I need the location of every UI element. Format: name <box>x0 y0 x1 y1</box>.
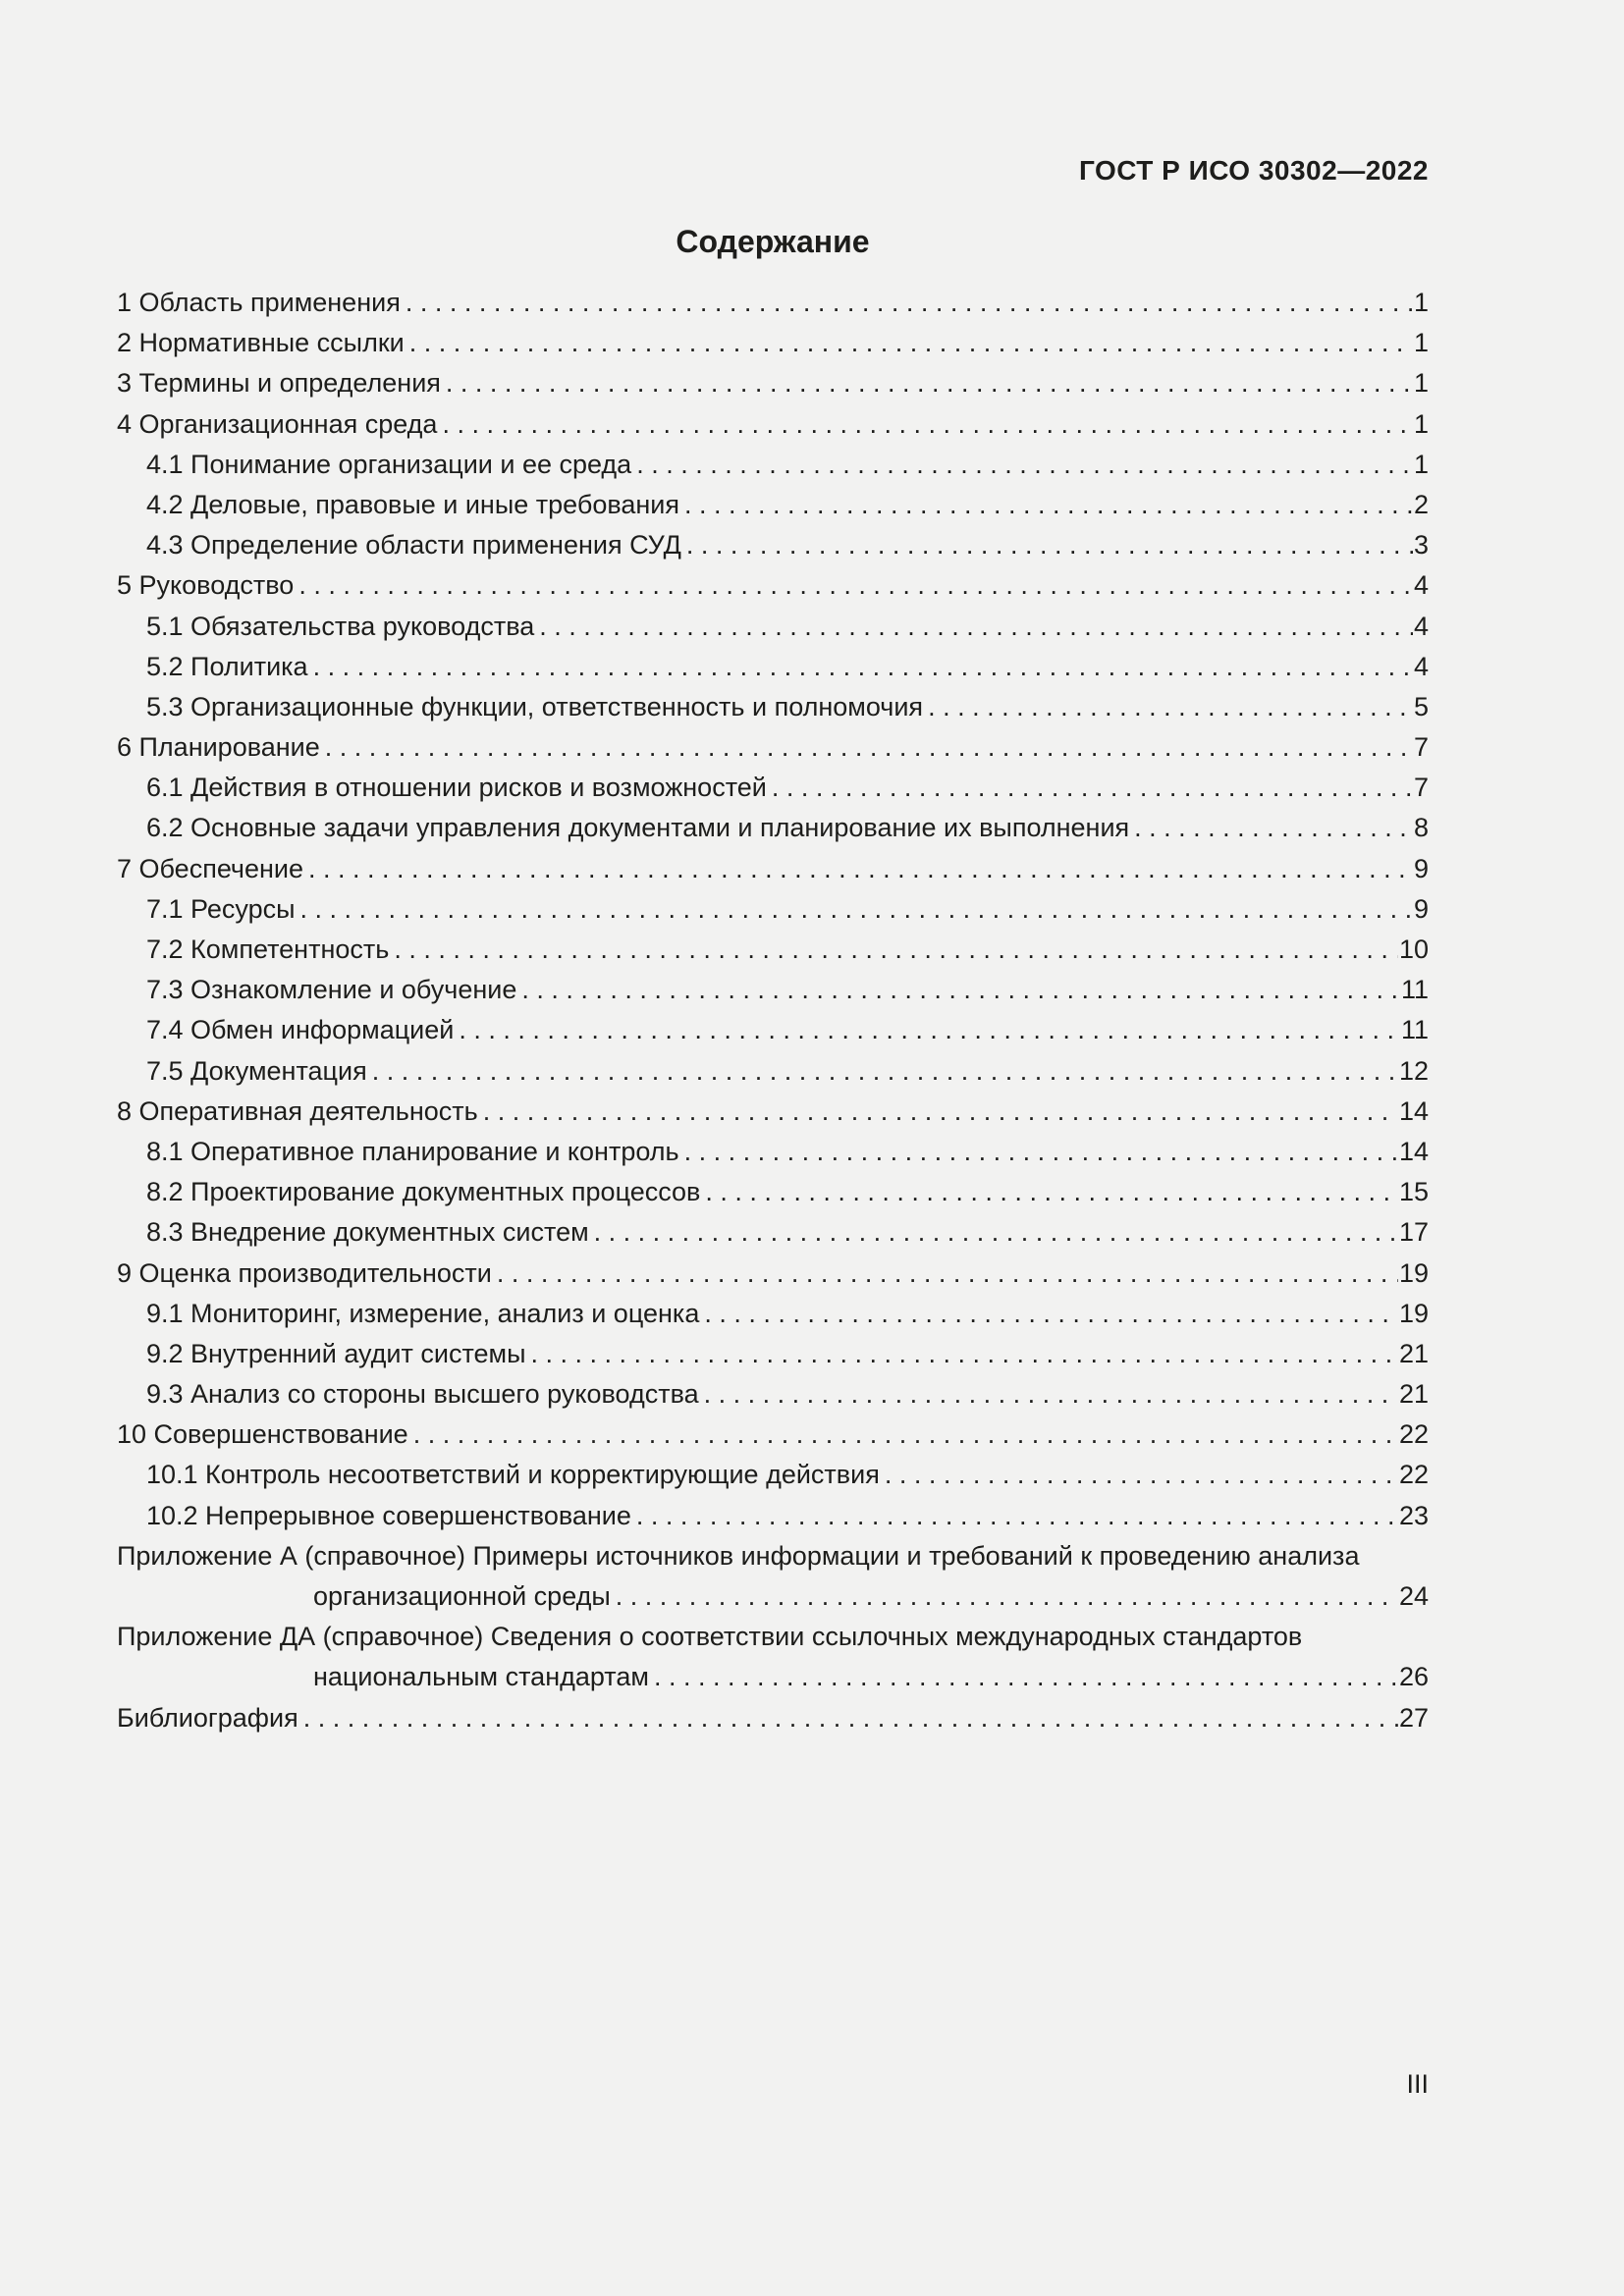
toc-dot-leader <box>704 1294 1398 1334</box>
toc-row <box>117 1536 1429 1576</box>
toc-dot-leader <box>636 445 1413 485</box>
toc-page-number: 24 <box>1398 1581 1429 1611</box>
toc-page-number: 8 <box>1413 813 1429 843</box>
toc-entry-label: 7 Обеспечение <box>117 853 304 883</box>
toc-row <box>117 1334 1429 1374</box>
toc-dot-leader <box>1134 808 1413 848</box>
toc-entry-label: организационной среды <box>313 1581 611 1611</box>
toc-page-number: 4 <box>1413 611 1429 641</box>
toc-row <box>117 1010 1429 1050</box>
toc-row <box>117 727 1429 768</box>
toc-entry-label: 8.3 Внедрение документных систем <box>146 1217 589 1248</box>
toc-row <box>117 768 1429 808</box>
toc-dot-leader <box>531 1334 1398 1374</box>
toc-entry-label: 9.2 Внутренний аудит системы <box>146 1338 526 1368</box>
toc-row <box>117 1617 1429 1657</box>
toc-entry-label: 7.1 Ресурсы <box>146 893 296 924</box>
toc-dot-leader <box>413 1415 1398 1455</box>
toc-page-number: 19 <box>1398 1257 1429 1288</box>
toc-dot-leader <box>928 687 1413 727</box>
toc-page-number: 12 <box>1398 1055 1429 1086</box>
toc-entry-label: 10.2 Непрерывное совершенствование <box>146 1500 631 1530</box>
toc-dot-leader <box>325 727 1413 768</box>
toc-row <box>117 687 1429 727</box>
toc-entry-label: 6 Планирование <box>117 732 320 763</box>
toc-page-number: 7 <box>1413 773 1429 803</box>
toc-row <box>117 323 1429 363</box>
toc-entry-label: 5.2 Политика <box>146 651 308 681</box>
toc-dot-leader <box>483 1092 1398 1132</box>
toc-dot-leader <box>684 485 1413 525</box>
toc-row <box>117 1698 1429 1738</box>
toc-page-number: 11 <box>1400 975 1429 1005</box>
toc-entry-label: Приложение А (справочное) Примеры источников информации и требований к проведению анализа <box>117 1540 1360 1571</box>
toc-dot-leader <box>594 1212 1398 1253</box>
toc-entry-label: 8.2 Проектирование документных процессов <box>146 1177 701 1207</box>
toc-entry-label: 10 Совершенствование <box>117 1419 408 1450</box>
toc-row <box>117 1132 1429 1172</box>
toc-entry-label: 6.1 Действия в отношении рисков и возможностей <box>146 773 767 803</box>
toc-dot-leader <box>459 1010 1400 1050</box>
toc-entry-label: 4.3 Определение области применения СУД <box>146 530 681 561</box>
toc-dot-leader <box>636 1496 1398 1536</box>
toc-page-number: 9 <box>1413 893 1429 924</box>
toc-entry-label: 5.3 Организационные функции, ответственность и полномочия <box>146 691 924 721</box>
toc-entry-label: 8 Оперативная деятельность <box>117 1095 478 1126</box>
toc-page-number: 21 <box>1398 1379 1429 1410</box>
toc-dot-leader <box>686 525 1413 565</box>
toc-row <box>117 647 1429 687</box>
toc-page-number: 1 <box>1413 449 1429 479</box>
toc-page-number: 1 <box>1413 328 1429 358</box>
toc-entry-label: 7.3 Ознакомление и обучение <box>146 975 517 1005</box>
toc-entry-label: 7.2 Компетентность <box>146 934 390 964</box>
toc-row <box>117 970 1429 1010</box>
toc-page-number: 22 <box>1398 1460 1429 1490</box>
toc-entry-label: 3 Термины и определения <box>117 368 441 399</box>
toc-entry-label: 10.1 Контроль несоответствий и корректирующие действия <box>146 1460 880 1490</box>
footer-page-number: III <box>1406 2069 1429 2099</box>
toc-entry-label: 5 Руководство <box>117 570 295 601</box>
toc-dot-leader <box>409 323 1413 363</box>
toc-row <box>117 889 1429 930</box>
standard-designation: ГОСТ Р ИСО 30302—2022 <box>1078 155 1429 186</box>
table-of-contents <box>117 283 1429 1738</box>
toc-entry-label: 2 Нормативные ссылки <box>117 328 405 358</box>
toc-dot-leader <box>539 607 1413 647</box>
toc-page-number: 23 <box>1398 1500 1429 1530</box>
toc-dot-leader <box>684 1132 1398 1172</box>
toc-dot-leader <box>521 970 1400 1010</box>
toc-row <box>117 1415 1429 1455</box>
toc-page-number: 3 <box>1413 530 1429 561</box>
toc-dot-leader <box>394 930 1398 970</box>
toc-page-number: 21 <box>1398 1338 1429 1368</box>
toc-page-number: 7 <box>1413 732 1429 763</box>
toc-row <box>117 1254 1429 1294</box>
toc-entry-label: 9.3 Анализ со стороны высшего руководства <box>146 1379 699 1410</box>
toc-dot-leader <box>406 283 1413 323</box>
toc-page-number: 27 <box>1398 1702 1429 1733</box>
toc-entry-label: 8.1 Оперативное планирование и контроль <box>146 1136 679 1166</box>
toc-row <box>117 283 1429 323</box>
toc-page-number: 26 <box>1398 1662 1429 1692</box>
toc-entry-label: Библиография <box>117 1702 298 1733</box>
toc-row <box>117 1092 1429 1132</box>
toc-row <box>117 1172 1429 1212</box>
toc-row <box>117 525 1429 565</box>
toc-dot-leader <box>303 1698 1398 1738</box>
toc-entry-label: 7.5 Документация <box>146 1055 367 1086</box>
toc-row <box>117 849 1429 889</box>
toc-entry-label: 7.4 Обмен информацией <box>146 1015 455 1045</box>
toc-row <box>117 565 1429 606</box>
toc-entry-label: 4 Организационная среда <box>117 408 438 439</box>
toc-entry-label: 6.2 Основные задачи управления документами и планирование их выполнения <box>146 813 1130 843</box>
toc-entry-label: 9.1 Мониторинг, измерение, анализ и оценка <box>146 1298 700 1328</box>
toc-dot-leader <box>885 1455 1398 1495</box>
toc-page-number: 11 <box>1400 1015 1429 1045</box>
toc-dot-leader <box>446 363 1413 403</box>
toc-row <box>117 1374 1429 1415</box>
toc-row <box>117 445 1429 485</box>
toc-entry-label: национальным стандартам <box>313 1662 649 1692</box>
toc-dot-leader <box>308 849 1413 889</box>
toc-dot-leader <box>616 1576 1398 1617</box>
toc-dot-leader <box>298 565 1413 606</box>
toc-page-number: 17 <box>1398 1217 1429 1248</box>
toc-row <box>117 363 1429 403</box>
toc-row <box>117 808 1429 848</box>
toc-entry-label: 5.1 Обязательства руководства <box>146 611 535 641</box>
toc-dot-leader <box>442 404 1413 445</box>
toc-dot-leader <box>654 1657 1398 1697</box>
toc-page-number: 15 <box>1398 1177 1429 1207</box>
toc-entry-label: 4.1 Понимание организации и ее среда <box>146 449 632 479</box>
toc-entry-label: Приложение ДА (справочное) Сведения о соответствии ссылочных международных стандартов <box>117 1622 1303 1652</box>
toc-row <box>117 1294 1429 1334</box>
toc-dot-leader <box>313 647 1413 687</box>
toc-entry-label: 1 Область применения <box>117 288 401 317</box>
toc-row <box>117 1496 1429 1536</box>
toc-page-number: 4 <box>1413 570 1429 601</box>
toc-dot-leader <box>300 889 1413 930</box>
page-title: Содержание <box>676 224 870 259</box>
toc-row <box>117 607 1429 647</box>
toc-dot-leader <box>705 1172 1398 1212</box>
toc-page-number: 9 <box>1413 853 1429 883</box>
toc-page-number: 1 <box>1413 288 1429 317</box>
toc-page-number: 19 <box>1398 1298 1429 1328</box>
toc-row <box>117 485 1429 525</box>
toc-row <box>117 1051 1429 1092</box>
toc-entry-label: 9 Оценка производительности <box>117 1257 492 1288</box>
toc-page-number: 1 <box>1413 408 1429 439</box>
toc-row <box>117 404 1429 445</box>
toc-row <box>117 1455 1429 1495</box>
toc-entry-label: 4.2 Деловые, правовые и иные требования <box>146 489 680 519</box>
toc-row <box>117 1212 1429 1253</box>
toc-page-number: 10 <box>1398 934 1429 964</box>
toc-page-number: 4 <box>1413 651 1429 681</box>
toc-dot-leader <box>704 1374 1398 1415</box>
toc-dot-leader <box>772 768 1413 808</box>
toc-page-number: 2 <box>1413 489 1429 519</box>
toc-dot-leader <box>497 1254 1398 1294</box>
toc-dot-leader <box>372 1051 1398 1092</box>
toc-page-number: 5 <box>1413 691 1429 721</box>
toc-row-continuation <box>117 1657 1429 1697</box>
toc-page-number: 14 <box>1398 1136 1429 1166</box>
toc-row <box>117 930 1429 970</box>
toc-row-continuation <box>117 1576 1429 1617</box>
toc-page-number: 1 <box>1413 368 1429 399</box>
toc-page-number: 14 <box>1398 1095 1429 1126</box>
toc-page-number: 22 <box>1398 1419 1429 1450</box>
